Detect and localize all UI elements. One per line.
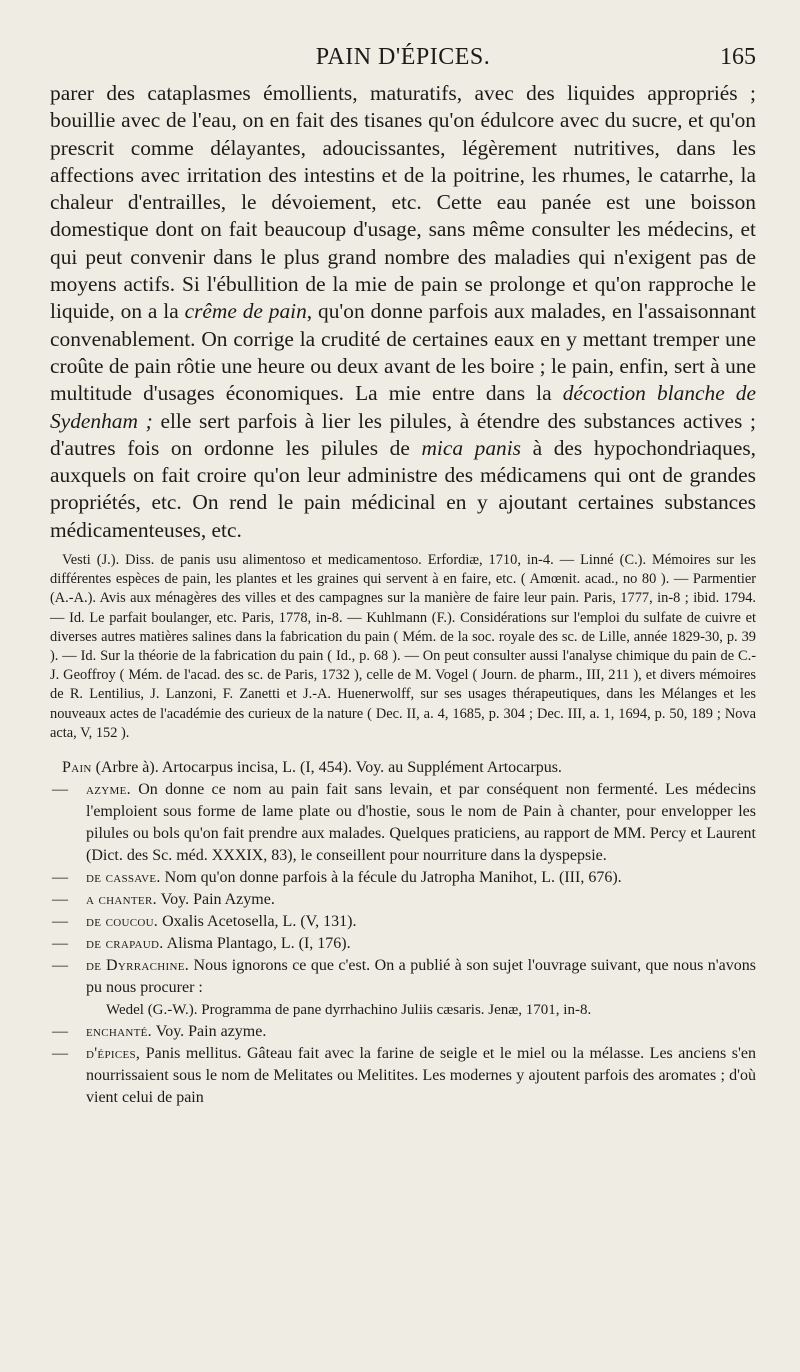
- body-text-1: parer des cataplasmes émollients, maturatifs, avec des liquides appropriés ; bouillie avec de l'eau, on en fait des tisanes qu'on édulcore avec du sucre, et qu'on prescrit comme délayantes, adoucissantes, légèrement nutritives, dans les affections avec irritation des intestins et de la poitrine, les rhumes, le catarrhe, la chaleur d'entrailles, le dévoiement, etc. Cette eau panée est une boisson domestique dont on fait beaucoup d'usage, sans même consulter les médecins, et qui peut convenir dans le plus grand nombre des maladies qui n'exigent pas de moyens actifs. Si l'ébullition de la mie de pain se prolonge et qu'on rapproche le liquide, on a la: [50, 81, 756, 324]
- entry-dyrrachine: [50, 955, 756, 999]
- entry-head: d'épices,: [86, 1045, 141, 1063]
- entry-text: Voy. Pain Azyme.: [160, 891, 275, 909]
- body-text-2: , qu'on donne parfois aux malades, en l'assaisonnant convenablement. On corrige la crudité de certaines eaux en y mettant tremper une croûte de pain rôtie une heure ou deux avant de les boire ; le pain, enfin, sert à une multitude d'usages économiques. La mie entre dans la: [50, 299, 756, 406]
- dictionary-entries: [50, 757, 756, 1109]
- entry-dash: —: [52, 891, 68, 909]
- entry-text: (Arbre à). Artocarpus incisa, L. (I, 454). Voy. au Supplément Artocarpus.: [95, 759, 562, 777]
- running-title: PAIN D'ÉPICES.: [315, 44, 491, 70]
- entry-text: Voy. Pain azyme.: [155, 1023, 267, 1041]
- entry-head: de crapaud.: [86, 935, 164, 953]
- body-emphasis-1: crême de pain: [184, 299, 307, 324]
- entry-head: de Dyrrachine.: [86, 957, 190, 975]
- page-header: [50, 40, 756, 80]
- entry-head: azyme.: [86, 781, 131, 799]
- entry-text: Nom qu'on donne parfois à la fécule du Jatropha Manihot, L. (III, 676).: [164, 869, 622, 887]
- body-text-3: elle sert parfois à lier les pilules, à étendre des substances actives ; d'autres fois on ordonne les pilules de: [50, 408, 756, 460]
- entry-text: Panis mellitus. Gâteau fait avec la farine de seigle et le miel ou la mélasse. Les anciens s'en nourrissaient sous le nom de Melitates ou Melitites. Les modernes y ajoutent parfois des aromates ; d'où vient celui de pain: [86, 1045, 757, 1107]
- entry-dash: —: [52, 957, 68, 975]
- bibliography: Vesti (J.). Diss. de panis usu alimentoso et medicamentoso. Erfordiæ, 1710, in-4. — Linné (C.). Mémoires sur les différentes espèces de pain, les plantes et les graines qui servent à en faire, etc. ( Amœnit. acad., no 80 ). — Parmentier (A.-A.). Avis aux ménagères des villes et des campagnes sur la manière de faire leur pain. Paris, 1777, in-8 ; ibid. 1794. — Id. Le parfait boulanger, etc. Paris, 1778, in-8. — Kuhlmann (F.). Considérations sur l'emploi du sulfate de cuivre et diverses autres matières salines dans la fabrication du pain ( Mém. de la soc. royale des sc. de Lille, année 1829-30, p. 39 ). — Id. Sur la théorie de la fabrication du pain ( Id., p. 68 ). — On peut consulter aussi l'analyse chimique du pain de C.-J. Geoffroy ( Mém. de l'acad. des sc. de Paris, 1732 ), celle de M. Vogel ( Journ. de pharm., III, 211 ), et divers mémoires de R. Lentilius, J. Lanzoni, F. Zanetti et J.-A. Huenerwolff, sur ses usages thérapeutiques, dans les Mélanges et les nouveaux actes de l'académie des curieux de la nature ( Dec. II, a. 4, 1685, p. 304 ; Dec. III, a. 1, 1694, p. 50, 189 ; Nova acta, V, 152 ).: [50, 552, 756, 741]
- entry-head: de coucou.: [86, 913, 159, 931]
- entry-dash: —: [52, 1045, 68, 1063]
- entry-dash: —: [52, 781, 68, 799]
- entry-epices: [50, 1043, 756, 1109]
- entry-dash: —: [52, 935, 68, 953]
- entry-dash: —: [52, 1023, 68, 1041]
- entry-text: Nous ignorons ce que c'est. On a publié à son sujet l'ouvrage suivant, que nous n'avons pu nous procurer :: [86, 957, 757, 997]
- entry-pain-arbre: [50, 757, 756, 779]
- entry-dash: —: [52, 913, 68, 931]
- entry-crapaud: [50, 933, 756, 955]
- entry-chanter: [50, 889, 756, 911]
- entry-head: enchanté.: [86, 1023, 152, 1041]
- entry-text: On donne ce nom au pain fait sans levain, et par conséquent non fermenté. Les médecins l'emploient sous forme de lame plate ou d'hostie, sous le nom de Pain à chanter, pour envelopper les pilules ou bols qu'on fait prendre aux malades. Quelques praticiens, au rapport de MM. Percy et Laurent (Dict. des Sc. méd. XXXIX, 83), le conseillent pour nourriture dans la dyspepsie.: [86, 781, 757, 865]
- body-paragraph: [50, 80, 756, 544]
- entry-azyme: [50, 779, 756, 867]
- entry-enchante: [50, 1021, 756, 1043]
- page-number: 165: [720, 44, 756, 70]
- body-text-4: à des hypochondriaques, auxquels on fait croire qu'on leur administre des médicamens qui ont de grandes propriétés, etc. On rend le pain médicinal en y ajoutant certaines substances médicamenteuses, etc.: [50, 435, 756, 542]
- entry-head: a chanter.: [86, 891, 157, 909]
- body-emphasis-3: mica panis: [421, 435, 521, 460]
- entry-head: de cassave.: [86, 869, 161, 887]
- wedel-reference: Wedel (G.-W.). Programma de pane dyrrhachino Juliis cæsaris. Jenæ, 1701, in-8.: [106, 1002, 592, 1019]
- body-emphasis-2: décoction blanche de Sydenham ;: [50, 381, 756, 433]
- entry-head: Pain: [62, 759, 92, 777]
- entry-dash: —: [52, 869, 68, 887]
- entry-text: Alisma Plantago, L. (I, 176).: [166, 935, 351, 953]
- entry-text: Oxalis Acetosella, L. (V, 131).: [162, 913, 357, 931]
- entry-coucou: [50, 911, 756, 933]
- entry-cassave: [50, 867, 756, 889]
